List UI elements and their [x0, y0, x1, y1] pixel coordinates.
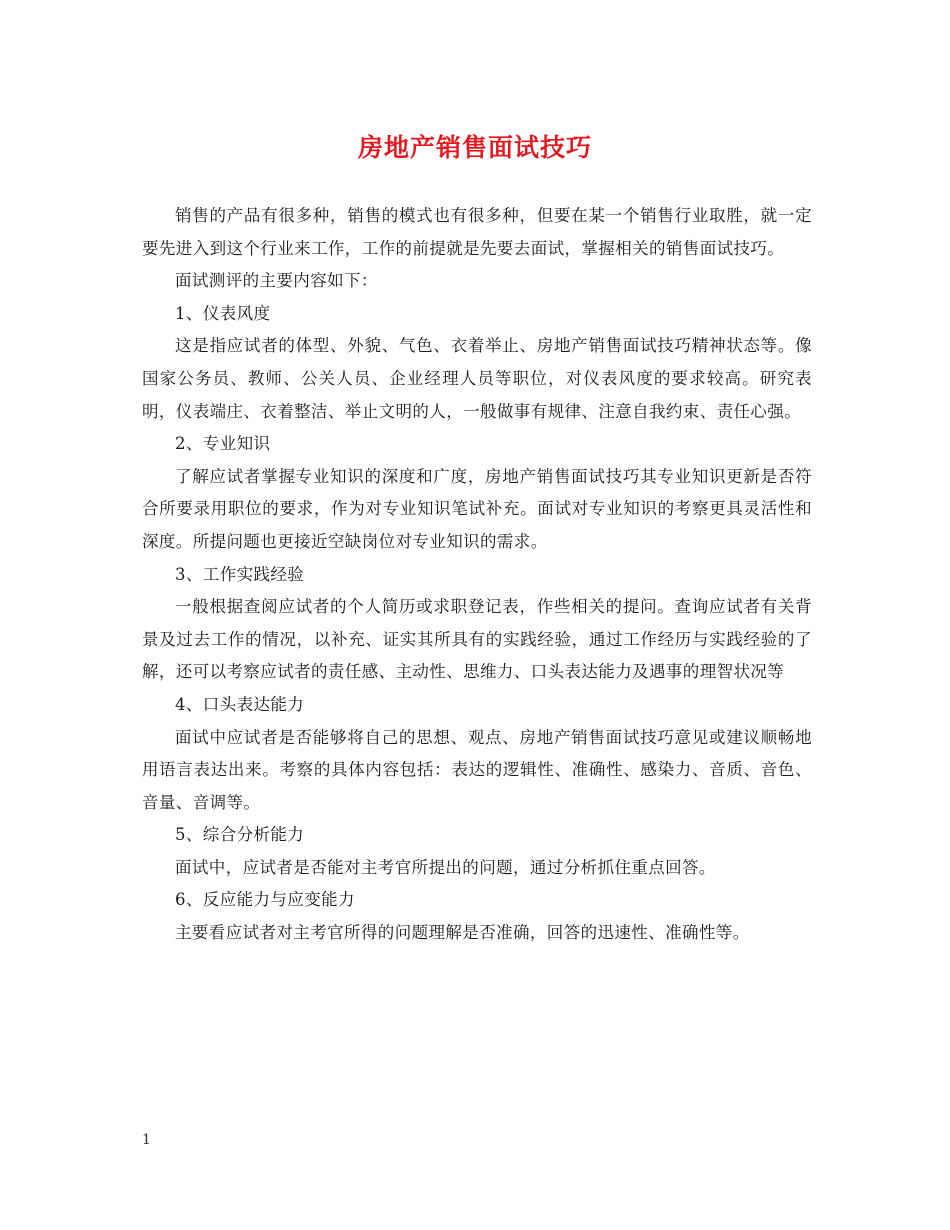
section-heading-reaction: 6、反应能力与应变能力 [175, 890, 355, 910]
paragraph-knowledge: 了解应试者掌握专业知识的深度和广度，房地产销售面试技巧其专业知识更新是否符合所要录用职位的要求，作为对专业知识笔试补充。面试对专业知识的考察更具灵活性和深度。所提问题也更接近空缺岗位对专业知识的需求。 [142, 466, 812, 551]
document-body [142, 200, 812, 950]
section-heading-appearance: 1、仪表风度 [175, 303, 271, 323]
paragraph-intro: 销售的产品有很多种，销售的模式也有很多种，但要在某一个销售行业取胜，就一定要先进入到这个行业来工作，工作的前提就是先要去面试，掌握相关的销售面试技巧。 [142, 206, 812, 258]
paragraph-expression: 面试中应试者是否能够将自己的思想、观点、房地产销售面试技巧意见或建议顺畅地用语言表达出来。考察的具体内容包括：表达的逻辑性、准确性、感染力、音质、音色、音量、音调等。 [142, 727, 812, 812]
paragraph-analysis: 面试中，应试者是否能对主考官所提出的问题，通过分析抓住重点回答。 [175, 857, 716, 877]
section-heading-expression: 4、口头表达能力 [175, 694, 305, 714]
section-heading-experience: 3、工作实践经验 [175, 564, 305, 584]
paragraph-experience: 一般根据查阅应试者的个人简历或求职登记表，作些相关的提问。查询应试者有关背景及过去工作的情况，以补充、证实其所具有的实践经验，通过工作经历与实践经验的了解，还可以考察应试者的责任感、主动性、思维力、口头表达能力及遇事的理智状况等 [142, 597, 812, 682]
section-heading-analysis: 5、综合分析能力 [175, 825, 305, 845]
document-title: 房地产销售面试技巧 [357, 133, 592, 162]
page-number: 1 [142, 1132, 151, 1148]
section-heading-knowledge: 2、专业知识 [175, 434, 271, 454]
paragraph-reaction: 主要看应试者对主考官所得的问题理解是否准确，回答的迅速性、准确性等。 [175, 923, 750, 943]
paragraph-lead: 面试测评的主要内容如下： [175, 271, 378, 291]
paragraph-appearance: 这是指应试者的体型、外貌、气色、衣着举止、房地产销售面试技巧精神状态等。像国家公务员、教师、公关人员、企业经理人员等职位，对仪表风度的要求较高。研究表明，仪表端庄、衣着整洁、举止文明的人，一般做事有规律、注意自我约束、责任心强。 [142, 336, 812, 421]
